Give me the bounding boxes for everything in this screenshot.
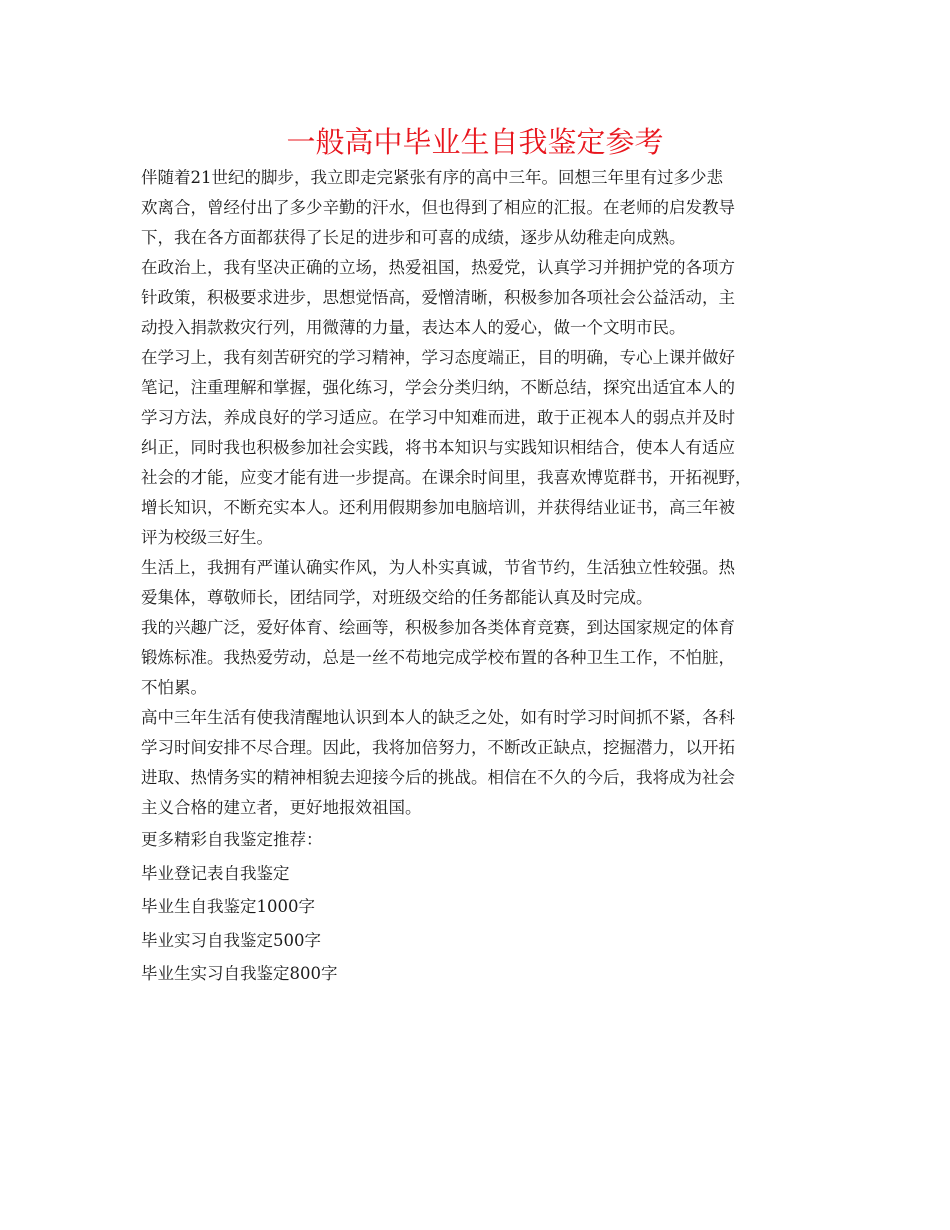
text-line: 进取、热情务实的精神相貌去迎接今后的挑战。相信在不久的今后，我将成为社会: [141, 768, 735, 787]
text-line: 欢离合，曾经付出了多少辛勤的汗水，但也得到了相应的汇报。在老师的启发教导: [141, 198, 735, 217]
text-line: 社会的才能，应变才能有进一步提高。在课余时间里，我喜欢博览群书，开拓视野，: [141, 468, 752, 487]
text-line: 主义合格的建立者，更好地报效祖国。: [141, 798, 422, 817]
text-line: 伴随着21世纪的脚步，我立即走完紧张有序的高中三年。回想三年里有过多少悲: [141, 168, 723, 187]
recommend-link[interactable]: 毕业生实习自我鉴定800字: [141, 964, 338, 983]
paragraph-intro: [141, 163, 821, 253]
paragraph-interests: [141, 613, 821, 703]
text-line: 下，我在各方面都获得了长足的进步和可喜的成绩，逐步从幼稚走向成熟。: [141, 228, 686, 247]
text-line: 锻炼标准。我热爱劳动，总是一丝不苟地完成学校布置的各种卫生工作，不怕脏，: [141, 648, 735, 667]
text-line: 爱集体，尊敬师长，团结同学，对班级交给的任务都能认真及时完成。: [141, 588, 653, 607]
text-line: 增长知识，不断充实本人。还利用假期参加电脑培训，并获得结业证书，高三年被: [141, 498, 735, 517]
paragraph-study: [141, 343, 821, 553]
text-line: 在学习上，我有刻苦研究的学习精神，学习态度端正，目的明确，专心上课并做好: [141, 348, 735, 367]
text-line: 针政策，积极要求进步，思想觉悟高，爱憎清晰，积极参加各项社会公益活动，主: [141, 288, 735, 307]
text-line: 我的兴趣广泛，爱好体育、绘画等，积极参加各类体育竞赛，到达国家规定的体育: [141, 618, 735, 637]
recommend-section: [141, 823, 821, 991]
paragraph-life: [141, 553, 821, 613]
text-line: 不怕累。: [141, 678, 207, 697]
document-body: [141, 163, 821, 991]
document-title: 一般高中毕业生自我鉴定参考: [286, 125, 664, 159]
recommend-link[interactable]: 毕业生自我鉴定1000字: [141, 897, 315, 916]
paragraph-reflection: [141, 703, 821, 823]
text-line: 评为校级三好生。: [141, 528, 273, 547]
recommend-heading: 更多精彩自我鉴定推荐：: [141, 830, 323, 849]
recommend-link[interactable]: 毕业登记表自我鉴定: [141, 863, 290, 883]
text-line: 纠正，同时我也积极参加社会实践，将书本知识与实践知识相结合，使本人有适应: [141, 438, 735, 457]
text-line: 笔记，注重理解和掌握，强化练习，学会分类归纳，不断总结，探究出适宜本人的: [141, 378, 735, 397]
recommend-link[interactable]: 毕业实习自我鉴定500字: [141, 930, 321, 950]
text-line: 生活上，我拥有严谨认确实作风，为人朴实真诚，节省节约，生活独立性较强。热: [141, 558, 735, 577]
paragraph-politics: [141, 253, 821, 343]
text-line: 在政治上，我有坚决正确的立场，热爱祖国，热爱党，认真学习并拥护党的各项方: [141, 258, 735, 277]
text-line: 动投入捐款救灾行列，用微薄的力量，表达本人的爱心，做一个文明市民。: [141, 318, 686, 337]
text-line: 高中三年生活有使我清醒地认识到本人的缺乏之处，如有时学习时间抓不紧，各科: [141, 708, 735, 727]
text-line: 学习时间安排不尽合理。因此，我将加倍努力，不断改正缺点，挖掘潜力，以开拓: [141, 738, 735, 757]
text-line: 学习方法，养成良好的学习适应。在学习中知难而进，敢于正视本人的弱点并及时: [141, 408, 735, 427]
